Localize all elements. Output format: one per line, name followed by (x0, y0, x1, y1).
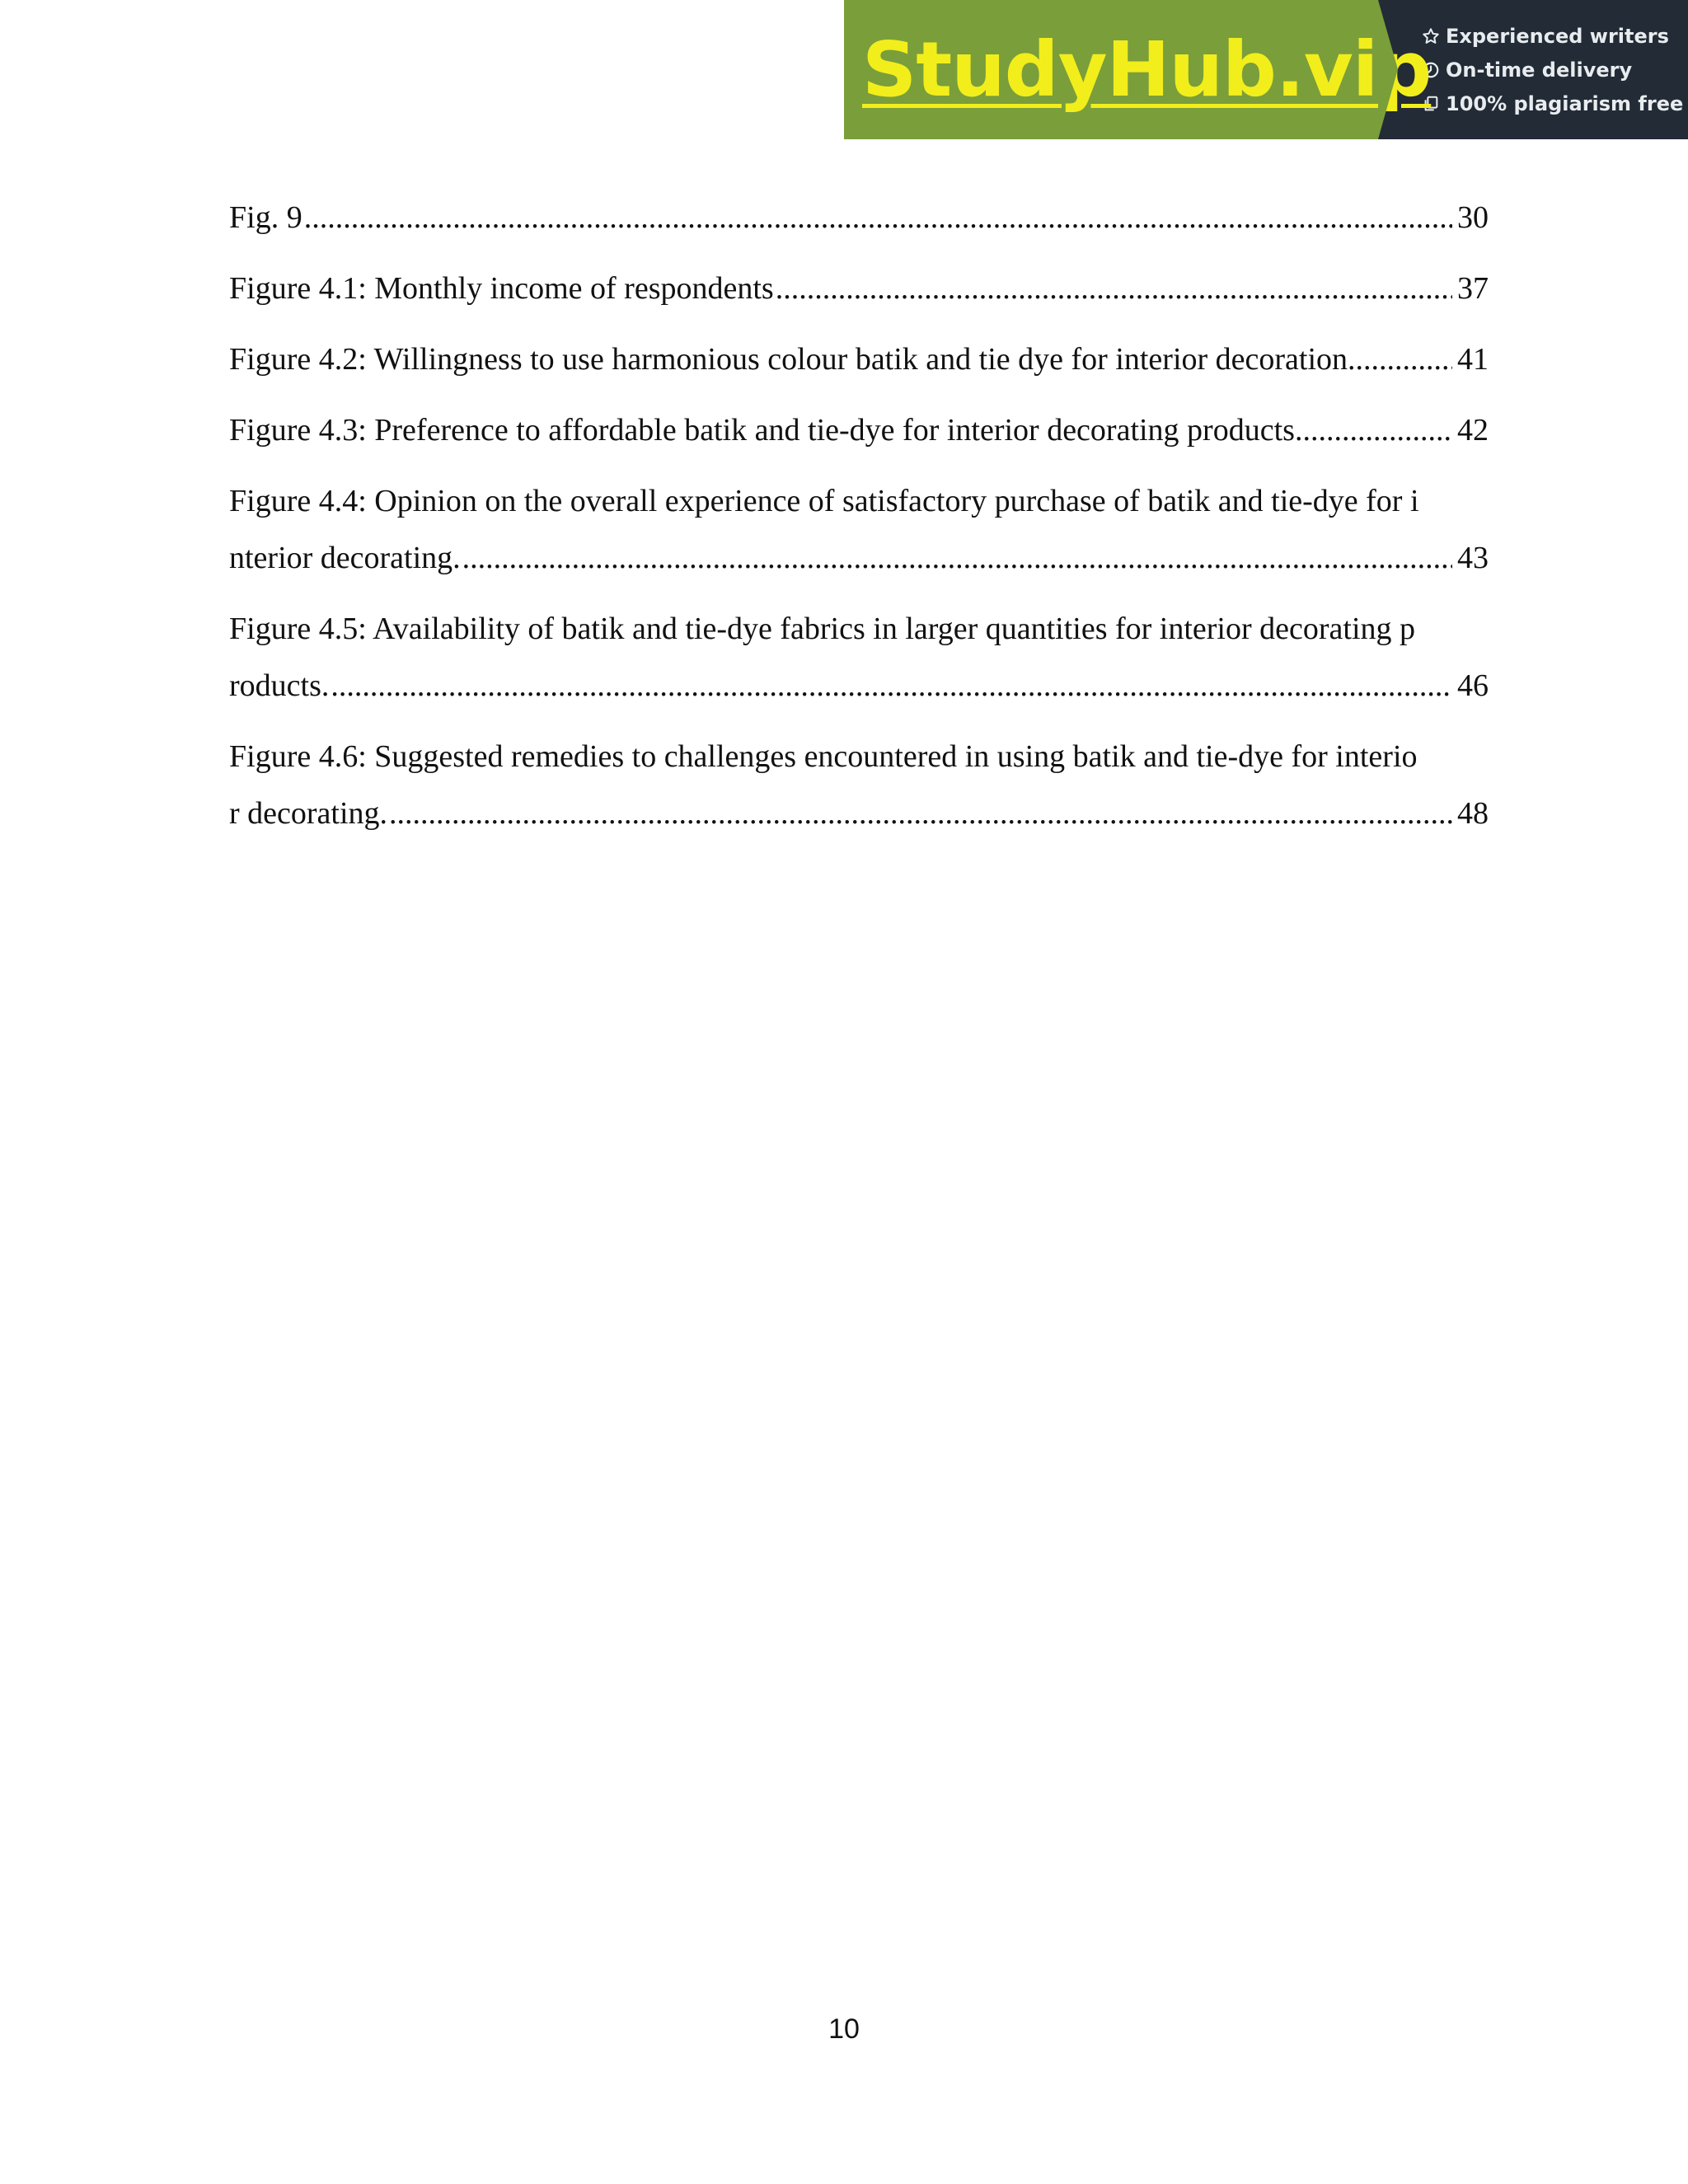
entry-title: Figure 4.5: Availability of batik and tie-dye fabrics in larger quantities for interior decorating p (229, 612, 1416, 646)
toc-entry-figure-4-6[interactable] (229, 729, 1489, 842)
entry-title: Figure 4.4: Opinion on the overall experience of satisfactory purchase of batik and tie-dye for i (229, 484, 1419, 518)
entry-page: 37 (1457, 271, 1489, 306)
feature-on-time-delivery (1421, 57, 1688, 83)
feature-plagiarism-free (1421, 91, 1688, 117)
toc-entry-figure-4-1[interactable] (229, 260, 1489, 317)
feature-label: Experienced writers (1446, 24, 1669, 48)
feature-label: 100% plagiarism free (1446, 91, 1684, 115)
entry-title: Figure 4.3: Preference to affordable batik and tie-dye for interior decorating products (229, 413, 1295, 448)
toc-entry-fig-9[interactable] (229, 190, 1489, 246)
entry-title: Figure 4.2: Willingness to use harmonious colour batik and tie dye for interior decoration (229, 342, 1348, 377)
entry-title-continued: nterior decorating. (229, 541, 461, 575)
entry-title: Fig. 9 (229, 200, 302, 235)
brand-logo: StudyHub.vip (862, 25, 1432, 114)
dot-leader (331, 658, 1452, 715)
toc-entry-figure-4-4[interactable] (229, 473, 1489, 587)
entry-page: 43 (1457, 541, 1489, 575)
dot-leader (1348, 331, 1452, 388)
entry-title-continued: r decorating. (229, 796, 388, 831)
feature-label: On-time delivery (1446, 58, 1633, 82)
dot-leader (304, 190, 1452, 246)
toc-entry-figure-4-5[interactable] (229, 601, 1489, 715)
brand-panel (844, 0, 1432, 139)
toc-entry-figure-4-2[interactable] (229, 331, 1489, 388)
page-number: 10 (828, 2013, 860, 2045)
dot-leader (1295, 402, 1452, 459)
entry-page: 42 (1457, 413, 1489, 448)
entry-page: 48 (1457, 796, 1489, 831)
dot-leader (462, 530, 1452, 587)
dot-leader (776, 260, 1452, 317)
entry-title: Figure 4.1: Monthly income of respondents (229, 271, 774, 306)
entry-title-continued: roducts. (229, 668, 330, 703)
feature-experienced-writers (1421, 23, 1688, 49)
studyhub-banner[interactable] (844, 0, 1688, 139)
entry-page: 41 (1457, 342, 1489, 377)
dot-leader (389, 785, 1452, 842)
toc-entry-figure-4-3[interactable] (229, 402, 1489, 459)
entry-page: 46 (1457, 668, 1489, 703)
entry-page: 30 (1457, 200, 1489, 235)
entry-title: Figure 4.6: Suggested remedies to challenges encountered in using batik and tie-dye for interio (229, 739, 1418, 774)
